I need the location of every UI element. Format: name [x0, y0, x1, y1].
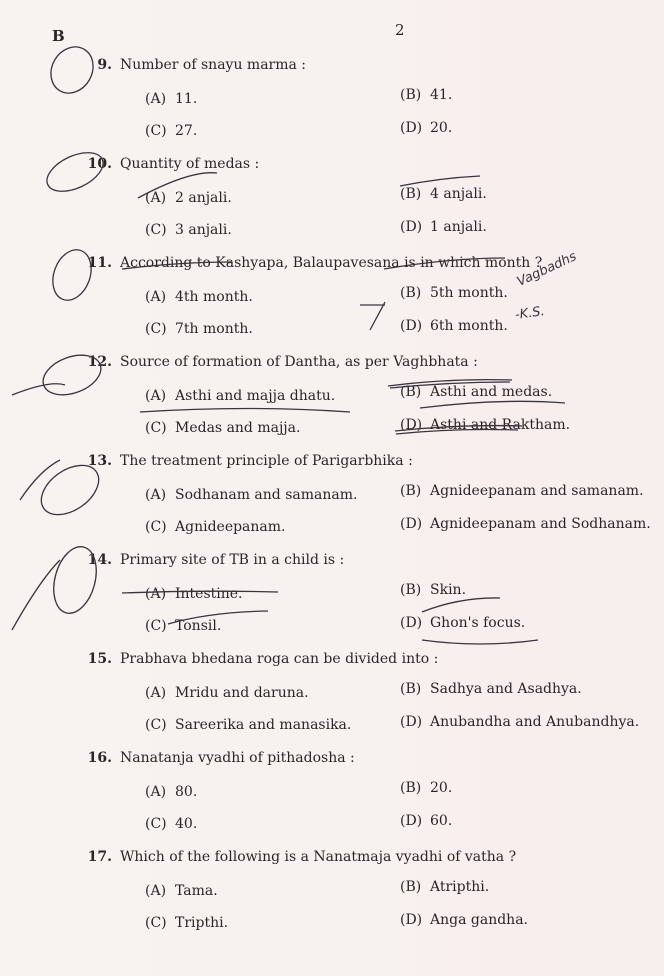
option-text: Tama. — [175, 883, 218, 899]
option-d — [400, 417, 570, 433]
option-b — [400, 780, 452, 796]
option-d — [400, 813, 452, 829]
option-c — [145, 123, 197, 139]
option-b — [400, 285, 508, 301]
option-b — [400, 681, 582, 697]
option-a — [145, 883, 218, 899]
option-label: (B) — [400, 186, 422, 202]
option-text: Asthi and medas. — [430, 384, 553, 400]
option-text: Anga gandha. — [430, 912, 528, 928]
option-label: (D) — [400, 912, 423, 928]
question-stem — [82, 849, 516, 865]
option-a — [145, 289, 253, 305]
option-label: (B) — [400, 87, 422, 103]
option-c — [145, 519, 286, 535]
question-number: 15. — [87, 651, 112, 667]
option-d — [400, 120, 452, 136]
question-text: Which of the following is a Nanatmaja vyadhi of vatha ? — [120, 849, 517, 865]
question-12 — [0, 352, 664, 451]
question-15 — [0, 649, 664, 748]
question-text: Quantity of medas : — [120, 156, 260, 172]
option-text: Medas and majja. — [175, 420, 301, 436]
option-text: 11. — [175, 91, 198, 107]
question-text: Number of snayu marma : — [120, 57, 307, 73]
option-label: (C) — [145, 420, 167, 436]
option-label: (A) — [145, 685, 167, 701]
option-label: (C) — [145, 222, 167, 238]
question-number: 13. — [87, 453, 112, 469]
option-a — [145, 784, 197, 800]
option-label: (B) — [400, 384, 422, 400]
option-d — [400, 912, 528, 928]
question-14 — [0, 550, 664, 649]
option-d — [400, 516, 651, 532]
option-label: (D) — [400, 813, 423, 829]
option-label: (A) — [145, 190, 167, 206]
option-label: (D) — [400, 120, 423, 136]
option-label: (B) — [400, 582, 422, 598]
question-number: 11. — [87, 255, 112, 271]
option-text: 20. — [430, 120, 453, 136]
option-label: (A) — [145, 487, 167, 503]
option-text: Asthi and Raktham. — [430, 417, 571, 433]
option-label: (C) — [145, 915, 167, 931]
question-text: Source of formation of Dantha, as per Vaghbhata : — [120, 354, 478, 370]
option-text: 4 anjali. — [430, 186, 487, 202]
option-text: 5th month. — [430, 285, 508, 301]
option-text: 1 anjali. — [430, 219, 487, 235]
option-text: Mridu and daruna. — [175, 685, 309, 701]
option-label: (A) — [145, 388, 167, 404]
handwritten-note: Vagbadhs — [514, 249, 579, 290]
option-text: Sareerika and manasika. — [175, 717, 352, 733]
option-a — [145, 91, 197, 107]
question-text: The treatment principle of Parigarbhika : — [120, 453, 413, 469]
option-c — [145, 915, 228, 931]
question-stem — [82, 255, 542, 271]
option-text: Ghon's focus. — [430, 615, 526, 631]
option-label: (B) — [400, 681, 422, 697]
option-label: (D) — [400, 318, 423, 334]
option-text: 27. — [175, 123, 198, 139]
option-text: 80. — [175, 784, 198, 800]
option-text: Sadhya and Asadhya. — [430, 681, 582, 697]
option-label: (D) — [400, 417, 423, 433]
option-label: (B) — [400, 879, 422, 895]
question-text: Prabhava bhedana roga can be divided into : — [120, 651, 439, 667]
page-number: 2 — [395, 21, 405, 39]
option-text: 60. — [430, 813, 453, 829]
option-text: 6th month. — [430, 318, 508, 334]
option-b — [400, 384, 552, 400]
option-text: Intestine. — [175, 586, 243, 602]
option-b — [400, 879, 489, 895]
option-text: Agnideepanam and samanam. — [430, 483, 644, 499]
option-d — [400, 318, 508, 334]
question-stem — [82, 651, 438, 667]
option-label: (A) — [145, 289, 167, 305]
option-c — [145, 420, 300, 436]
question-number: 12. — [87, 354, 112, 370]
option-text: Atripthi. — [430, 879, 490, 895]
question-9 — [0, 55, 664, 154]
question-text: According to Kashyapa, Balaupavesana is in which month ? — [120, 255, 543, 271]
question-stem — [82, 354, 478, 370]
question-number: 16. — [87, 750, 112, 766]
question-number: 10. — [87, 156, 112, 172]
option-b — [400, 87, 452, 103]
option-c — [145, 618, 221, 634]
option-label: (D) — [400, 615, 423, 631]
option-label: (D) — [400, 516, 423, 532]
option-text: 41. — [430, 87, 453, 103]
option-label: (B) — [400, 285, 422, 301]
question-text: Nanatanja vyadhi of pithadosha : — [120, 750, 355, 766]
option-d — [400, 219, 487, 235]
option-c — [145, 222, 232, 238]
question-13 — [0, 451, 664, 550]
option-label: (D) — [400, 714, 423, 730]
option-a — [145, 586, 243, 602]
option-a — [145, 190, 232, 206]
option-b — [400, 483, 644, 499]
question-stem — [82, 750, 355, 766]
question-stem — [82, 453, 413, 469]
option-text: 2 anjali. — [175, 190, 232, 206]
question-stem — [82, 57, 306, 73]
option-c — [145, 816, 197, 832]
option-a — [145, 685, 309, 701]
option-text: Sodhanam and samanam. — [175, 487, 358, 503]
option-label: (A) — [145, 883, 167, 899]
option-label: (A) — [145, 586, 167, 602]
question-number: 9. — [97, 57, 112, 73]
option-label: (C) — [145, 618, 167, 634]
option-text: Anubandha and Anubandhya. — [430, 714, 640, 730]
option-d — [400, 714, 639, 730]
option-c — [145, 717, 351, 733]
question-10 — [0, 154, 664, 253]
option-text: 7th month. — [175, 321, 253, 337]
question-stem — [82, 156, 259, 172]
paper-code: B — [52, 27, 65, 45]
option-text: Skin. — [430, 582, 467, 598]
question-16 — [0, 748, 664, 847]
option-text: Tripthi. — [175, 915, 229, 931]
option-b — [400, 186, 487, 202]
option-text: 40. — [175, 816, 198, 832]
option-label: (C) — [145, 321, 167, 337]
option-text: 20. — [430, 780, 453, 796]
handwritten-note: -K.S. — [514, 304, 546, 323]
option-text: 3 anjali. — [175, 222, 232, 238]
question-list — [0, 55, 664, 946]
option-label: (C) — [145, 123, 167, 139]
option-d — [400, 615, 525, 631]
option-text: Tonsil. — [175, 618, 222, 634]
question-stem — [82, 552, 344, 568]
question-number: 14. — [87, 552, 112, 568]
option-label: (A) — [145, 784, 167, 800]
question-text: Primary site of TB in a child is : — [120, 552, 345, 568]
option-a — [145, 487, 357, 503]
option-label: (A) — [145, 91, 167, 107]
option-label: (B) — [400, 483, 422, 499]
option-text: Agnideepanam. — [175, 519, 286, 535]
question-17 — [0, 847, 664, 946]
option-a — [145, 388, 335, 404]
option-text: Agnideepanam and Sodhanam. — [430, 516, 651, 532]
option-text: Asthi and majja dhatu. — [175, 388, 336, 404]
option-label: (C) — [145, 519, 167, 535]
option-label: (B) — [400, 780, 422, 796]
option-b — [400, 582, 466, 598]
option-label: (C) — [145, 816, 167, 832]
option-label: (D) — [400, 219, 423, 235]
question-number: 17. — [87, 849, 112, 865]
option-text: 4th month. — [175, 289, 253, 305]
option-c — [145, 321, 253, 337]
option-label: (C) — [145, 717, 167, 733]
